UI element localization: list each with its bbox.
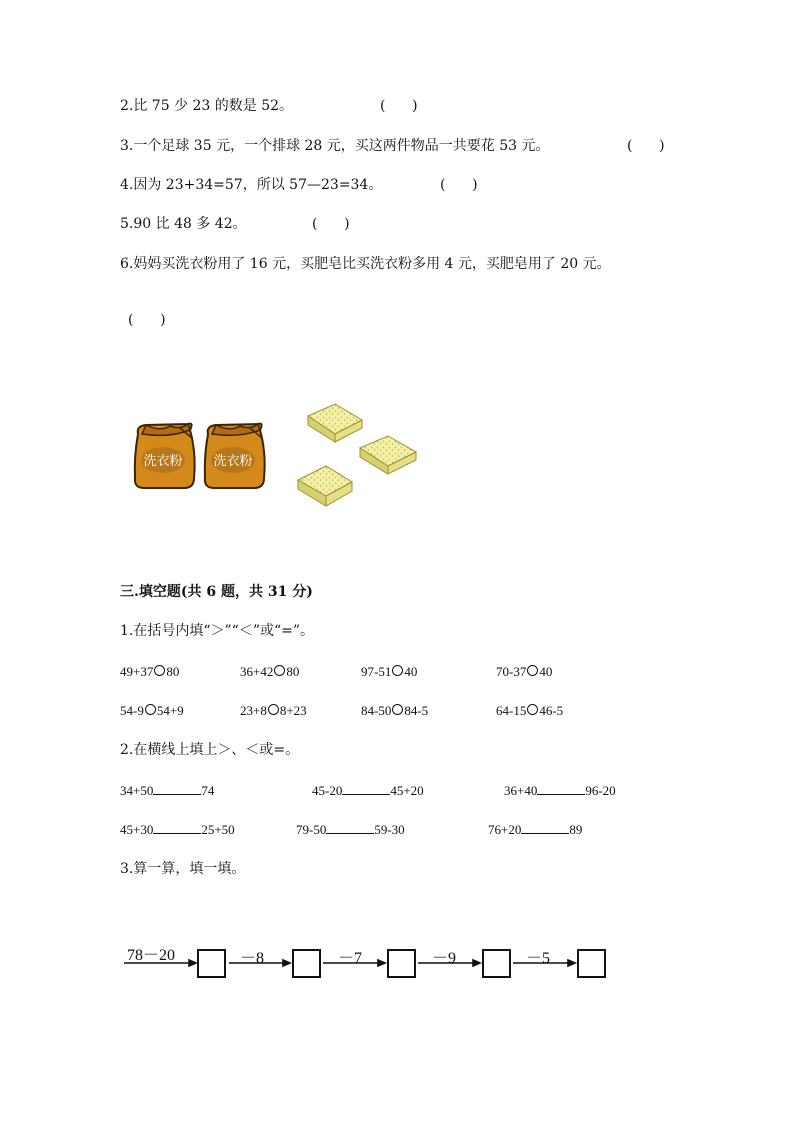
- answer-blank[interactable]: [342, 782, 390, 795]
- answer-blank[interactable]: [326, 821, 374, 834]
- soap-bar-icon: [298, 466, 352, 506]
- answer-box-2[interactable]: [292, 949, 321, 978]
- fill-question-3-prompt: 3.算一算，填一填。: [120, 861, 246, 877]
- blank-item[interactable]: 34+50 74: [120, 783, 215, 798]
- compare-item[interactable]: 49+37 80: [120, 664, 180, 679]
- soap-bar-icon: [360, 436, 416, 474]
- fill-question-2-prompt: 2.在横线上填上＞、＜或=。: [120, 742, 300, 758]
- answer-paren-4[interactable]: ( ): [440, 177, 478, 193]
- question-6-text: 6.妈妈买洗衣粉用了 16 元，买肥皂比买洗衣粉多用 4 元，买肥皂用了 20 元。: [120, 256, 611, 272]
- answer-paren-2[interactable]: ( ): [380, 98, 418, 114]
- compare-item[interactable]: 23+8 8+23: [240, 703, 307, 718]
- answer-box-4[interactable]: [482, 949, 511, 978]
- answer-blank[interactable]: [153, 821, 201, 834]
- compare-item[interactable]: 70-37 40: [496, 664, 553, 679]
- detergent-bag-icon: [135, 424, 195, 488]
- blank-item[interactable]: 45+30 25+50: [120, 822, 235, 837]
- detergent-bag-icon: [205, 424, 265, 488]
- answer-paren-6[interactable]: ( ): [128, 312, 166, 328]
- compare-item[interactable]: 84-50 84-5: [361, 703, 429, 718]
- compare-circle[interactable]: [392, 665, 403, 676]
- chain-op-2: －7: [338, 950, 363, 967]
- compare-circle[interactable]: [154, 665, 165, 676]
- compare-circle[interactable]: [268, 704, 279, 715]
- bag-label-2: 洗衣粉: [213, 454, 253, 469]
- compare-item[interactable]: 54-9 54+9: [120, 703, 184, 718]
- soap-bar-icon: [308, 404, 362, 442]
- compare-circle[interactable]: [274, 665, 285, 676]
- blank-item[interactable]: 76+20 89: [488, 822, 583, 837]
- fill-question-1-prompt: 1.在括号内填“＞”“＜”或“=”。: [120, 623, 315, 639]
- answer-paren-5[interactable]: ( ): [312, 216, 350, 232]
- arrow-head: [378, 960, 385, 966]
- blank-item[interactable]: 36+40 96-20: [504, 783, 616, 798]
- chain-start-expression: 78－20: [127, 947, 176, 964]
- arrow-head: [189, 960, 196, 966]
- detergent-soap-illustration: [130, 398, 430, 524]
- chain-op-3: －9: [432, 950, 457, 967]
- bag-label-1: 洗衣粉: [143, 454, 183, 469]
- arrow-head: [568, 960, 575, 966]
- blank-item[interactable]: 79-50 59-30: [296, 822, 405, 837]
- blank-item[interactable]: 45-20 45+20: [312, 783, 424, 798]
- compare-circle[interactable]: [527, 704, 538, 715]
- compare-circle[interactable]: [392, 704, 403, 715]
- answer-blank[interactable]: [537, 782, 585, 795]
- answer-box-1[interactable]: [197, 949, 226, 978]
- answer-blank[interactable]: [153, 782, 201, 795]
- arrow-head: [283, 960, 290, 966]
- chain-op-1: －8: [240, 950, 265, 967]
- chain-op-4: －5: [526, 950, 551, 967]
- question-3-text: 3.一个足球 35 元，一个排球 28 元，买这两件物品一共要花 53 元。: [120, 138, 550, 154]
- answer-box-3[interactable]: [387, 949, 416, 978]
- answer-box-5[interactable]: [577, 949, 606, 978]
- compare-item[interactable]: 36+42 80: [240, 664, 300, 679]
- compare-item[interactable]: 97-51 40: [361, 664, 418, 679]
- compare-item[interactable]: 64-15 46-5: [496, 703, 564, 718]
- arrow-head: [473, 960, 480, 966]
- answer-blank[interactable]: [521, 821, 569, 834]
- compare-circle[interactable]: [145, 704, 156, 715]
- answer-paren-3[interactable]: ( ): [627, 138, 665, 154]
- section-heading: 三.填空题(共 6 题，共 31 分): [120, 584, 313, 600]
- question-5-text: 5.90 比 48 多 42。: [120, 216, 247, 232]
- question-4-text: 4.因为 23+34=57，所以 57—23=34。: [120, 177, 383, 193]
- compare-circle[interactable]: [527, 665, 538, 676]
- question-2-text: 2.比 75 少 23 的数是 52。: [120, 98, 294, 114]
